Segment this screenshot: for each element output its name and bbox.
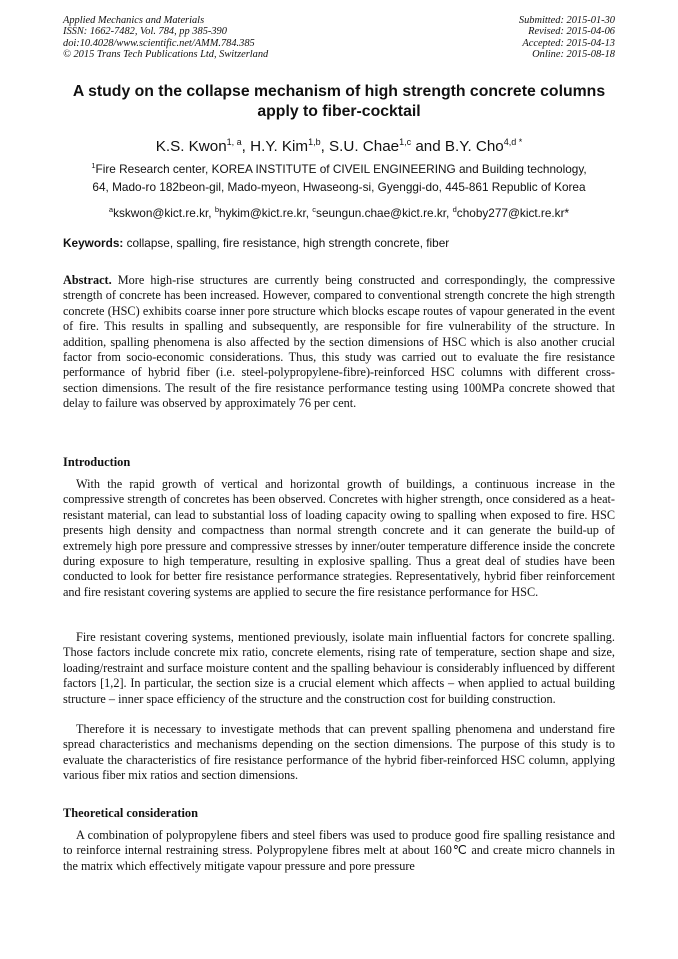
keywords-label: Keywords: (63, 236, 124, 250)
keywords-text: collapse, spalling, fire resistance, high strength concrete, fiber (123, 236, 450, 250)
title-line-2: apply to fiber-cocktail (257, 103, 421, 120)
author-sep: and (411, 138, 445, 156)
introduction-paragraph: Therefore it is necessary to investigate methods that can prevent spalling phenomena and understand fire spread characteristics and mechanisms depending on the section dimensions. The purpose of this study is to evaluate the characteristics of fire resistance performance of the hybrid fiber-reinforced HSC column, applying various fiber mix ratios and section dimensions. (63, 722, 615, 783)
affiliation-line-2: 64, Mado-ro 182beon-gil, Mado-myeon, Hwaseong-si, Gyenggi-do, 445-861 Republic of Korea (92, 180, 586, 194)
abstract-label: Abstract. (63, 273, 112, 287)
author-sep: , (241, 138, 251, 156)
accepted-date: Accepted: 2015-04-13 (522, 37, 615, 49)
section-heading-introduction: Introduction (63, 455, 131, 469)
introduction-paragraph: Fire resistant covering systems, mentioned previously, isolate main influential factors for concrete spalling. Those factors include concrete mix ratio, concrete elements, rising rate of temperature, section shape and size, loading/restraint and surface moisture content and the spalling behaviour is considerably influenced by different factors [1,2]. In particular, the section size is a crucial element which affects – when applied to actual building structure – inner space efficiency of the structure and the construction cost for building construction. (63, 630, 615, 706)
author-name: K.S. Kwon (155, 138, 227, 156)
introduction-paragraph: With the rapid growth of vertical and horizontal growth of buildings, a continuous increase in the compressive strength of concretes has been observed. Concretes with higher strength, once considered as a heat-resistant material, can lead to substantial loss of loading capacity owing to spalling when exposed to fire. HSC presents high density and compactness than normal strength concrete and it can generate the build-up of extremely high pore pressure and compressive stresses by inner/outer temperature difference inside the concrete during exposure to high temperature, resulting in explosive spalling. Thus a great deal of studies have been conducted to look for better fire resistance performance strategies. Representatively, hybrid fiber reinforcement and fire resistant covering systems are applied to secure the fire resistance performance for HSC. (63, 477, 615, 599)
abstract-text: More high-rise structures are currently being constructed and correspondingly, the compressive strength of concrete has been increased. However, compared to conventional strength concrete the high strength concrete (HSC) exhibits coarse inner pore structure which blocks escape routes of vapour generated in the event of fire. This results in spalling and subsequently, are responsible for fire vulnerability of the structure. In addition, spalling phenomena is also affected by the section dimensions of HSC which is also another crucial factor from socio-economic considerations. Thus, this study was carried out to evaluate the fire resistance performance of hybrid fiber (i.e. steel-polypropylene-fibre)-reinforced HSC columns with different cross-section dimensions. The result of the fire resistance performance testing using 100MPa concrete showed that delay to failure was observed by approximately 76 per cent. (63, 273, 615, 411)
email-sup: c (312, 205, 317, 214)
author-emails (40, 202, 638, 221)
revised-date: Revised: 2015-04-06 (528, 26, 615, 38)
author-name: B.Y. Cho (444, 138, 504, 156)
paper-title (40, 82, 638, 122)
affiliation-line-1 (40, 158, 638, 177)
email-sup: d (452, 205, 457, 214)
author-sep: , (320, 138, 330, 156)
journal-info (63, 15, 268, 61)
section-heading-theory: Theoretical consideration (63, 806, 199, 820)
email: kskwon@kict.re.kr, (113, 205, 215, 220)
author-name: H.Y. Kim (250, 138, 309, 156)
doi: doi:10.4028/www.scientific.net/AMM.784.385 (63, 37, 255, 49)
author-sup: 1, a (226, 137, 242, 147)
copyright: © 2015 Trans Tech Publications Ltd, Switzerland (63, 49, 269, 61)
affiliation-number: 1 (91, 161, 96, 170)
affiliation-text: Fire Research center, KOREA INSTITUTE of CIVEIL ENGINEERING and Building technology, (95, 161, 587, 176)
issn: ISSN: 1662-7482, Vol. 784, pp 385-390 (63, 26, 227, 38)
author-sup: 4,d * (503, 137, 523, 147)
email-sup: b (214, 205, 220, 214)
email: hykim@kict.re.kr, (219, 205, 313, 220)
submitted-date: Submitted: 2015-01-30 (518, 15, 615, 26)
author-list (40, 133, 638, 156)
email-sup: a (108, 205, 114, 214)
author-name: S.U. Chae (329, 138, 400, 156)
theory-paragraph: A combination of polypropylene fibers and steel fibers was used to produce good fire spalling resistance and to reinforce internal restraining stress. Polypropylene fibres melt at about 160℃ and create micro channels in the matrix which effectively mitigate vapour pressure and pore pressure (63, 828, 615, 873)
journal-name: Applied Mechanics and Materials (63, 15, 205, 26)
email: choby277@kict.re.kr* (456, 205, 570, 220)
keywords (63, 236, 615, 251)
email: seungun.chae@kict.re.kr, (316, 205, 453, 220)
online-date: Online: 2015-08-18 (532, 49, 615, 61)
publication-dates (519, 15, 615, 61)
author-sup: 1,c (399, 137, 412, 147)
title-line-1: A study on the collapse mechanism of high strength concrete columns (72, 83, 606, 100)
author-sup: 1,b (308, 137, 321, 147)
abstract (63, 273, 615, 412)
